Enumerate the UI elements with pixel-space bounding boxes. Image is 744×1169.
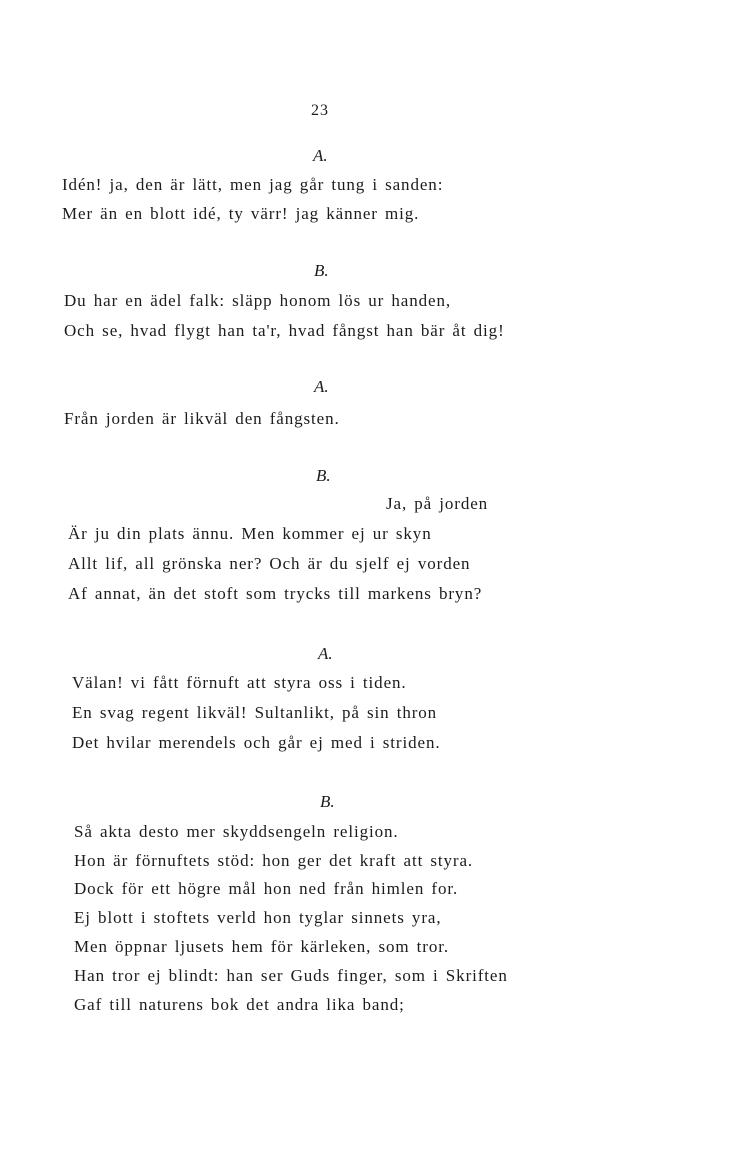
verse-line: Är ju din plats ännu. Men kommer ej ur skyn [68, 524, 432, 543]
speaker-label: B. [314, 261, 329, 280]
verse-line: Han tror ej blindt: han ser Guds finger, som i Skriften [74, 966, 508, 985]
page-number: 23 [311, 102, 329, 119]
verse-line: Det hvilar merendels och går ej med i striden. [72, 733, 441, 752]
verse-line: Hon är förnuftets stöd: hon ger det kraft att styra. [74, 851, 474, 870]
verse-line: Du har en ädel falk: släpp honom lös ur handen, [64, 291, 451, 310]
verse-line: Idén! ja, den är lätt, men jag går tung i sanden: [62, 175, 444, 194]
speaker-label: A. [318, 644, 333, 663]
verse-line: Och se, hvad flygt han ta'r, hvad fångst han bär åt dig! [64, 321, 505, 340]
speaker-label: B. [316, 466, 331, 485]
speaker-label: A. [313, 146, 328, 165]
verse-line: Af annat, än det stoft som trycks till markens bryn? [68, 584, 483, 603]
verse-line: Så akta desto mer skyddsengeln religion. [74, 822, 399, 841]
verse-line: Allt lif, all grönska ner? Och är du sjelf ej vorden [68, 554, 471, 573]
verse-line: Från jorden är likväl den fångsten. [64, 409, 340, 428]
verse-line: Dock för ett högre mål hon ned från himlen for. [74, 879, 459, 898]
speaker-label: B. [320, 792, 335, 811]
verse-line: Ej blott i stoftets verld hon tyglar sinnets yra, [74, 908, 442, 927]
verse-line: Mer än en blott idé, ty värr! jag känner mig. [62, 204, 420, 223]
verse-line: Ja, på jorden [386, 494, 489, 513]
speaker-label: A. [314, 377, 329, 396]
verse-line: Men öppnar ljusets hem för kärleken, som tror. [74, 937, 450, 956]
verse-line: Välan! vi fått förnuft att styra oss i tiden. [72, 673, 407, 692]
verse-line: Gaf till naturens bok det andra lika band; [74, 995, 405, 1014]
verse-line: En svag regent likväl! Sultanlikt, på sin thron [72, 703, 438, 722]
